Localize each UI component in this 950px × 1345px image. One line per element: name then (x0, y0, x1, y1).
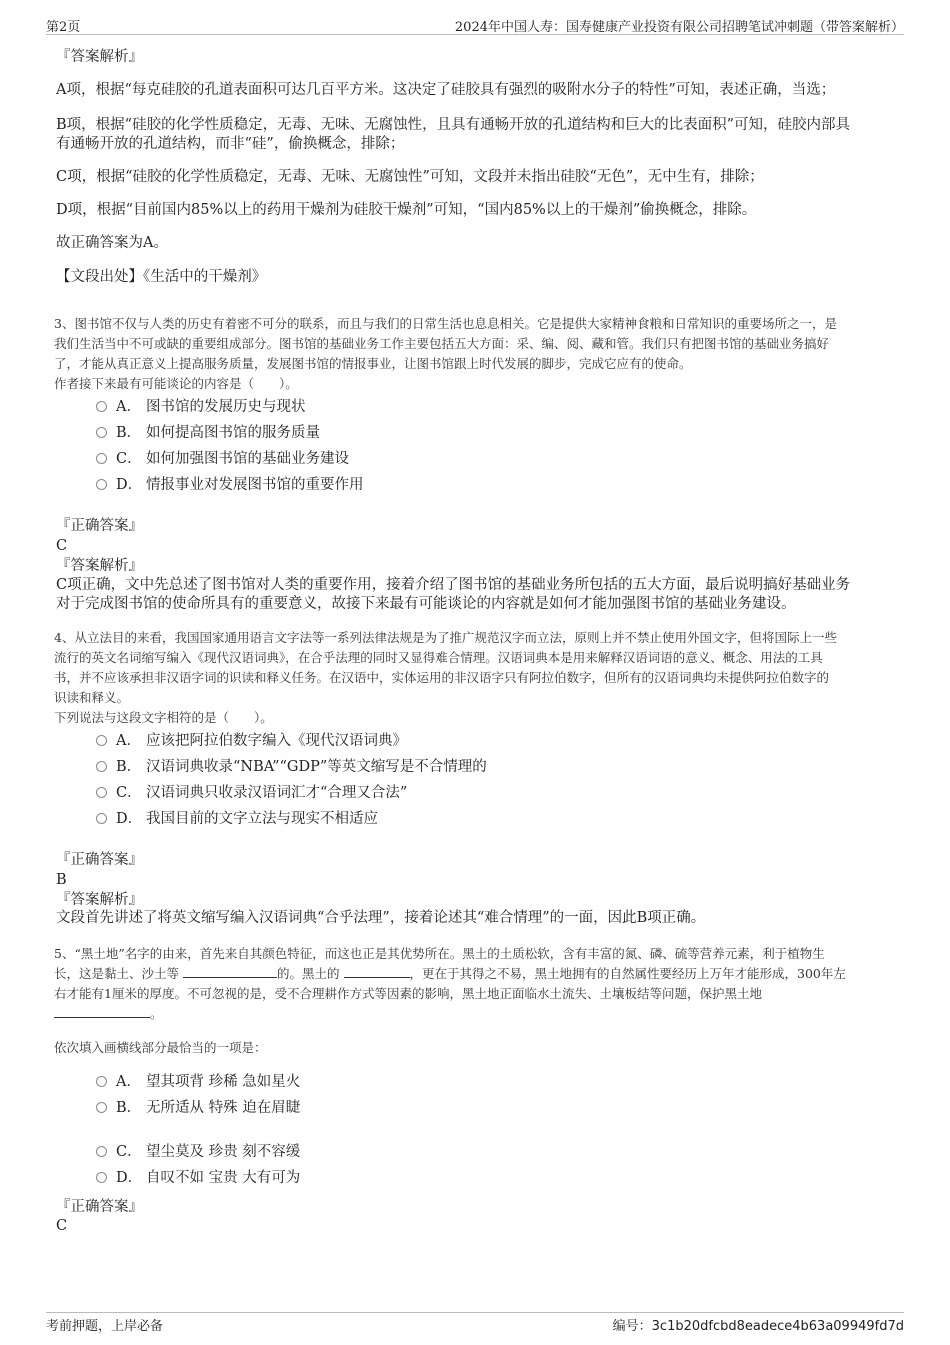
q5-stem-line2: 长，这是黏土、沙土等 的。黑土的 ，更在于其得之不易，黑土地拥有的自然属性要经历上万年才能形成，300年左 (54, 966, 846, 981)
q4-stem-line3: 书，并不应该承担非汉语字词的识读和释义任务。在汉语中，实体运用的非汉语字只有阿拉伯数字，但所有的汉语词典均未提供阿拉伯数字的 (54, 670, 830, 685)
document-title: 2024年中国人寿：国寿健康产业投资有限公司招聘笔试冲刺题（带答案解析） (454, 20, 904, 35)
q5-option-d[interactable]: D． 自叹不如 宝贵 大有可为 (96, 1167, 300, 1189)
q2-analysis-c: C项，根据“硅胶的化学性质稳定，无毒、无味、无腐蚀性”可知，文段并未指出硅胶“无色”，无中生有，排除； (56, 169, 764, 185)
radio-icon[interactable] (96, 761, 107, 772)
q5-prompt: 依次填入画横线部分最恰当的一项是： (54, 1040, 267, 1055)
radio-icon[interactable] (96, 1146, 107, 1157)
q4-option-d[interactable]: D． 我国目前的文字立法与现实不相适应 (96, 808, 378, 830)
blank-1 (183, 965, 277, 978)
q3-option-c[interactable]: C． 如何加强图书馆的基础业务建设 (96, 448, 349, 470)
q5-answer-label: 『正确答案』 (56, 1199, 143, 1215)
radio-icon[interactable] (96, 401, 107, 412)
q5-stem-line3: 右才能有1厘米的厚度。不可忽视的是，受不合理耕作方式等因素的影响，黑土地正面临水土流失、土壤板结等问题，保护黑土地 (54, 986, 762, 1001)
q3-analysis-line2: 对于完成图书馆的使命所具有的重要意义，故接下来最有可能谈论的内容就是如何才能加强图书馆的基础业务建设。 (56, 596, 796, 612)
q3-analysis-line1: C项正确，文中先总述了图书馆对人类的重要作用，接着介绍了图书馆的基础业务所包括的五大方面，最后说明搞好基础业务 (56, 577, 851, 593)
radio-icon[interactable] (96, 1102, 107, 1113)
q4-option-a[interactable]: A． 应该把阿拉伯数字编入《现代汉语词典》 (96, 730, 407, 752)
q5-option-a[interactable]: A． 望其项背 珍稀 急如星火 (96, 1071, 300, 1093)
q4-stem-line1: 4、从立法目的来看，我国国家通用语言文字法等一系列法律法规是为了推广规范汉字而立法，原则上并不禁止使用外国文字，但将国际上一些 (54, 630, 837, 645)
q5-stem-line1: 5、“黑土地”名字的由来，首先来自其颜色特征，而这也正是其优势所在。黑土的土质松软，含有丰富的氮、磷、硫等营养元素，利于植物生 (54, 946, 825, 961)
radio-icon[interactable] (96, 813, 107, 824)
q3-stem-line3: 了，才能从真正意义上提高服务质量，发展图书馆的情报事业，让图书馆跟上时代发展的脚步，完成它应有的使命。 (54, 356, 692, 371)
q4-analysis-line1: 文段首先讲述了将英文缩写编入汉语词典“合乎法理”，接着论述其“难合情理”的一面，因此B项正确。 (56, 910, 706, 926)
q2-source: 【文段出处】《生活中的干燥剂》 (56, 269, 267, 285)
q4-analysis-label: 『答案解析』 (56, 892, 143, 908)
q3-option-b[interactable]: B． 如何提高图书馆的服务质量 (96, 422, 320, 444)
q3-prompt: 作者接下来最有可能谈论的内容是（ ）。 (54, 376, 298, 391)
radio-icon[interactable] (96, 453, 107, 464)
page-number: 第2页 (46, 20, 81, 35)
q4-stem-line4: 识读和释义。 (54, 690, 130, 705)
blank-3 (54, 1005, 150, 1018)
q4-option-c[interactable]: C． 汉语词典只收录汉语词汇才“合理又合法” (96, 782, 407, 804)
q5-option-b[interactable]: B． 无所适从 特殊 迫在眉睫 (96, 1097, 300, 1119)
page-header (46, 14, 904, 35)
q3-stem-line1: 3、图书馆不仅与人类的历史有着密不可分的联系，而且与我们的日常生活也息息相关。它是提供大家精神食粮和日常知识的重要场所之一，是 (54, 316, 837, 331)
q2-analysis-b2: 有通畅开放的孔道结构，而非“硅”，偷换概念，排除； (56, 136, 405, 152)
q3-stem-line2: 我们生活当中不可或缺的重要组成部分。图书馆的基础业务工作主要包括五大方面：采、编、阅、藏和管。我们只有把图书馆的基础业务搞好 (54, 336, 830, 351)
q5-option-c[interactable]: C． 望尘莫及 珍贵 刻不容缓 (96, 1141, 300, 1163)
radio-icon[interactable] (96, 1076, 107, 1087)
radio-icon[interactable] (96, 1172, 107, 1183)
footer-slogan: 考前押题，上岸必备 (46, 1319, 164, 1334)
q3-answer-label: 『正确答案』 (56, 518, 143, 534)
q5-stem-line4: 。 (54, 1004, 910, 1024)
q3-option-d[interactable]: D． 情报事业对发展图书馆的重要作用 (96, 474, 364, 496)
q2-analysis-a: A项，根据“每克硅胶的孔道表面积可达几百平方米。这决定了硅胶具有强烈的吸附水分子的特性”可知，表述正确，当选； (56, 82, 836, 98)
blank-2 (344, 965, 410, 978)
radio-icon[interactable] (96, 479, 107, 490)
q3-analysis-label: 『答案解析』 (56, 558, 143, 574)
page-footer (46, 1312, 904, 1337)
footer-code: 编号：3c1b20dfcbd8eadece4b63a09949fd7d (612, 1319, 904, 1334)
q3-answer: C (56, 538, 68, 554)
q4-answer: B (56, 872, 67, 888)
q5-answer: C (56, 1218, 68, 1234)
radio-icon[interactable] (96, 427, 107, 438)
q2-analysis-d: D项，根据“目前国内85%以上的药用干燥剂为硅胶干燥剂”可知，“国内85%以上的干燥剂”偷换概念，排除。 (56, 202, 757, 218)
q4-prompt: 下列说法与这段文字相符的是（ ）。 (54, 710, 273, 725)
q4-stem-line2: 流行的英文名词缩写编入《现代汉语词典》，在合乎法理的同时又显得难合情理。汉语词典本是用来解释汉语词语的意义、概念、用法的工具 (54, 650, 823, 665)
q3-option-a[interactable]: A． 图书馆的发展历史与现状 (96, 396, 306, 418)
radio-icon[interactable] (96, 735, 107, 746)
q2-analysis-label: 『答案解析』 (56, 49, 143, 65)
q4-option-b[interactable]: B． 汉语词典收录“NBA”“GDP”等英文缩写是不合情理的 (96, 756, 487, 778)
q2-conclusion: 故正确答案为A。 (56, 235, 168, 251)
radio-icon[interactable] (96, 787, 107, 798)
q2-analysis-b1: B项，根据“硅胶的化学性质稳定，无毒、无味、无腐蚀性，且具有通畅开放的孔道结构和巨大的比表面积”可知，硅胶内部具 (56, 117, 850, 133)
q4-answer-label: 『正确答案』 (56, 852, 143, 868)
